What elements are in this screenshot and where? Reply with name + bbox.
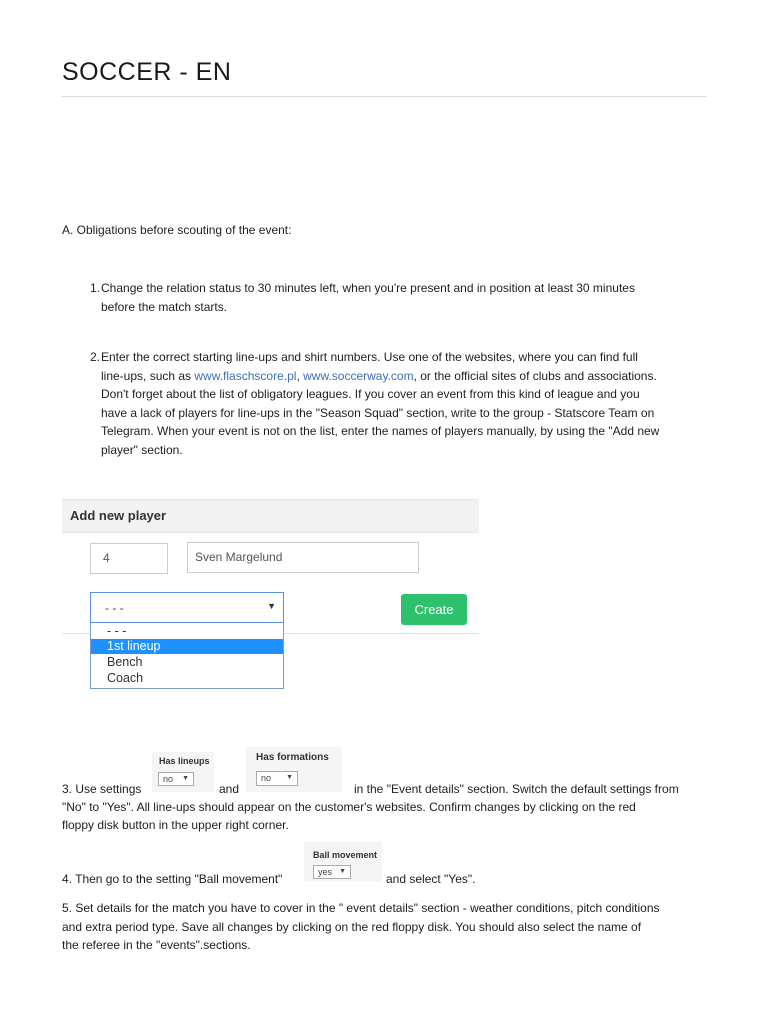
list-item-line: before the match starts. (101, 299, 228, 314)
select-value: yes (318, 867, 333, 877)
list-item-line: and extra period type. Save all changes by clicking on the red floppy disk. You should also select the name of (62, 919, 642, 934)
inline-text: , or the official sites of clubs and associations. (413, 368, 657, 383)
ball-movement-setting-image (304, 842, 382, 882)
select-value: no (261, 773, 272, 783)
lineup-select-value: - - - (105, 601, 124, 615)
inline-text: , (296, 368, 304, 383)
list-item-line: Enter the correct starting line-ups and shirt numbers. Use one of the websites, where you can find full (101, 350, 638, 364)
dropdown-option[interactable]: - - - (107, 624, 127, 638)
lineup-select[interactable] (90, 592, 284, 623)
dropdown-option[interactable]: Coach (107, 671, 144, 685)
select-value: no (163, 774, 174, 784)
chevron-down-icon: ▼ (286, 774, 293, 781)
list-item-1 (80, 279, 720, 316)
add-player-title: Add new player (70, 508, 167, 523)
add-player-panel (62, 499, 479, 689)
section-a-heading: A. Obligations before scouting of the event: (62, 223, 292, 237)
item3-line2: "No" to "Yes". All line-ups should appear on the customer's websites. Confirm changes by clicking on the red (62, 800, 636, 814)
has-formations-setting-image (246, 747, 342, 792)
list-item-line: Don't forget about the list of obligatory leagues. If you cover an event from this kind of league and you (101, 387, 640, 401)
item4-post: and select "Yes". (386, 872, 476, 886)
list-item-number: 2. (89, 350, 100, 364)
list-item-number: 1. (89, 281, 100, 295)
player-name-input[interactable]: Sven Margelund (187, 542, 419, 573)
inline-text: line-ups, such as (101, 368, 195, 383)
dropdown-option[interactable]: Bench (107, 655, 143, 669)
list-item-line: Change the relation status to 30 minutes left, when you're present and in position at least 30 minutes (101, 281, 635, 295)
item4-pre: 4. Then go to the setting "Ball movement" (62, 872, 283, 886)
chevron-down-icon: ▼ (339, 868, 346, 875)
add-player-header (62, 499, 479, 533)
create-button[interactable]: Create (401, 594, 467, 625)
item3-pre: 3. Use settings (62, 782, 142, 796)
title-divider (62, 96, 706, 97)
page-title: SOCCER - EN (62, 58, 232, 86)
has-lineups-setting-image (152, 752, 214, 792)
list-item-line (101, 367, 720, 386)
chevron-down-icon: ▼ (267, 601, 276, 611)
list-item-2 (80, 348, 720, 459)
chevron-down-icon: ▼ (182, 775, 189, 782)
list-item-5 (62, 899, 722, 955)
shirt-number-input[interactable]: 4 (90, 543, 168, 574)
item3-line3: floppy disk button in the upper right corner. (62, 818, 289, 832)
dropdown-option-selected[interactable]: 1st lineup (91, 639, 283, 654)
list-item-line: the referee in the "events".sections. (62, 938, 251, 952)
setting-label: Has formations (256, 752, 329, 763)
link-soccerway[interactable]: www.soccerway.com (303, 368, 414, 383)
item3-post: in the "Event details" section. Switch the default settings from (354, 782, 679, 796)
has-lineups-select (158, 772, 194, 786)
ball-movement-select (313, 865, 351, 879)
list-item-line: player" section. (101, 442, 183, 457)
lineup-dropdown-list (90, 623, 284, 689)
list-item-line: have a lack of players for line-ups in the "Season Squad" section, write to the group - Statscore Team on (101, 405, 655, 420)
setting-label: Ball movement (313, 850, 378, 860)
setting-label: Has lineups (159, 756, 210, 766)
list-item-line: Telegram. When your event is not on the list, enter the names of players manually, by using the "Add new (101, 424, 660, 438)
has-formations-select (256, 771, 298, 786)
item3-mid: and (219, 782, 240, 796)
link-flashscore[interactable]: www.flaschscore.pl (194, 368, 297, 383)
list-item-line: 5. Set details for the match you have to cover in the " event details" section - weather conditions, pitch conditions (62, 901, 660, 915)
